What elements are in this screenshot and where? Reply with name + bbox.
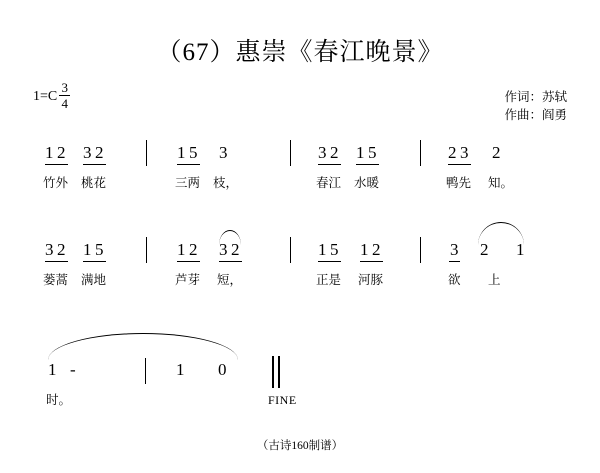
note: 3 — [83, 143, 92, 162]
barline — [290, 237, 291, 263]
note: 0 — [218, 360, 227, 379]
note: 1 — [45, 143, 54, 162]
time-signature — [59, 81, 70, 110]
note: 1 — [83, 240, 92, 259]
key-signature — [33, 82, 70, 111]
note: 3 — [460, 143, 469, 162]
lyric: 蒌蒿 — [43, 273, 69, 287]
note: 5 — [95, 240, 104, 259]
beam — [83, 164, 106, 165]
lyric: 春江 — [316, 176, 342, 190]
lyric: 短， — [217, 273, 243, 287]
note: - — [70, 360, 76, 379]
beam — [83, 261, 106, 262]
time-numerator: 3 — [61, 80, 68, 95]
beam — [45, 261, 68, 262]
lyricist-credit: 作词：苏轼 — [504, 90, 567, 104]
beam — [45, 164, 68, 165]
lyric: 上 — [488, 273, 501, 287]
lyric: 时。 — [46, 393, 72, 407]
fine-label: FINE — [268, 393, 297, 407]
lyric: 知。 — [488, 176, 514, 190]
music-system-1 — [0, 143, 600, 213]
music-system-2 — [0, 240, 600, 310]
slur — [219, 230, 241, 245]
note: 1 — [360, 240, 369, 259]
note: 5 — [330, 240, 339, 259]
note: 3 — [450, 240, 459, 259]
note: 3 — [45, 240, 54, 259]
beam — [219, 261, 242, 262]
note: 1 — [48, 360, 57, 379]
note: 2 — [480, 240, 489, 259]
lyric: 枝， — [213, 176, 239, 190]
note: 3 — [219, 240, 228, 259]
beam — [360, 261, 383, 262]
note: 1 — [177, 240, 186, 259]
note: 2 — [372, 240, 381, 259]
lyric: 竹外 — [43, 176, 69, 190]
note: 5 — [189, 143, 198, 162]
note: 2 — [330, 143, 339, 162]
lyric: 满地 — [81, 273, 107, 287]
lyric: 三两 — [175, 176, 201, 190]
footer-credit: （古诗160制谱） — [256, 440, 344, 452]
barline — [145, 358, 146, 384]
note: 1 — [356, 143, 365, 162]
note: 2 — [231, 240, 240, 259]
note: 2 — [95, 143, 104, 162]
barline — [420, 237, 421, 263]
credits — [504, 88, 567, 124]
note: 1 — [318, 240, 327, 259]
key-label: 1=C — [33, 88, 58, 104]
beam — [318, 164, 341, 165]
lyric: 桃花 — [81, 176, 107, 190]
music-system-3 — [0, 338, 600, 408]
beam — [356, 164, 379, 165]
note: 2 — [57, 240, 66, 259]
note: 3 — [219, 143, 228, 162]
note: 5 — [368, 143, 377, 162]
beam — [448, 164, 471, 165]
note: 2 — [189, 240, 198, 259]
lyric: 芦芽 — [175, 273, 201, 287]
note: 3 — [318, 143, 327, 162]
slur — [48, 333, 238, 360]
page-title: （67）惠崇《春江晚景》 — [156, 39, 444, 66]
note: 2 — [448, 143, 457, 162]
beam — [449, 261, 460, 262]
barline — [290, 140, 291, 166]
beam — [177, 164, 200, 165]
lyric: 水暖 — [354, 176, 380, 190]
barline — [146, 140, 147, 166]
beam — [318, 261, 341, 262]
barline — [420, 140, 421, 166]
lyric: 正是 — [316, 273, 342, 287]
note: 1 — [177, 143, 186, 162]
lyric: 河豚 — [358, 273, 384, 287]
barline — [146, 237, 147, 263]
time-denominator: 4 — [61, 96, 68, 111]
slur — [478, 222, 524, 245]
composer-credit: 作曲：阎勇 — [504, 108, 567, 122]
lyric: 欲 — [448, 273, 461, 287]
beam — [177, 261, 200, 262]
note: 2 — [492, 143, 501, 162]
note: 1 — [516, 240, 525, 259]
note: 1 — [176, 360, 185, 379]
note: 2 — [57, 143, 66, 162]
lyric: 鸭先 — [446, 176, 472, 190]
